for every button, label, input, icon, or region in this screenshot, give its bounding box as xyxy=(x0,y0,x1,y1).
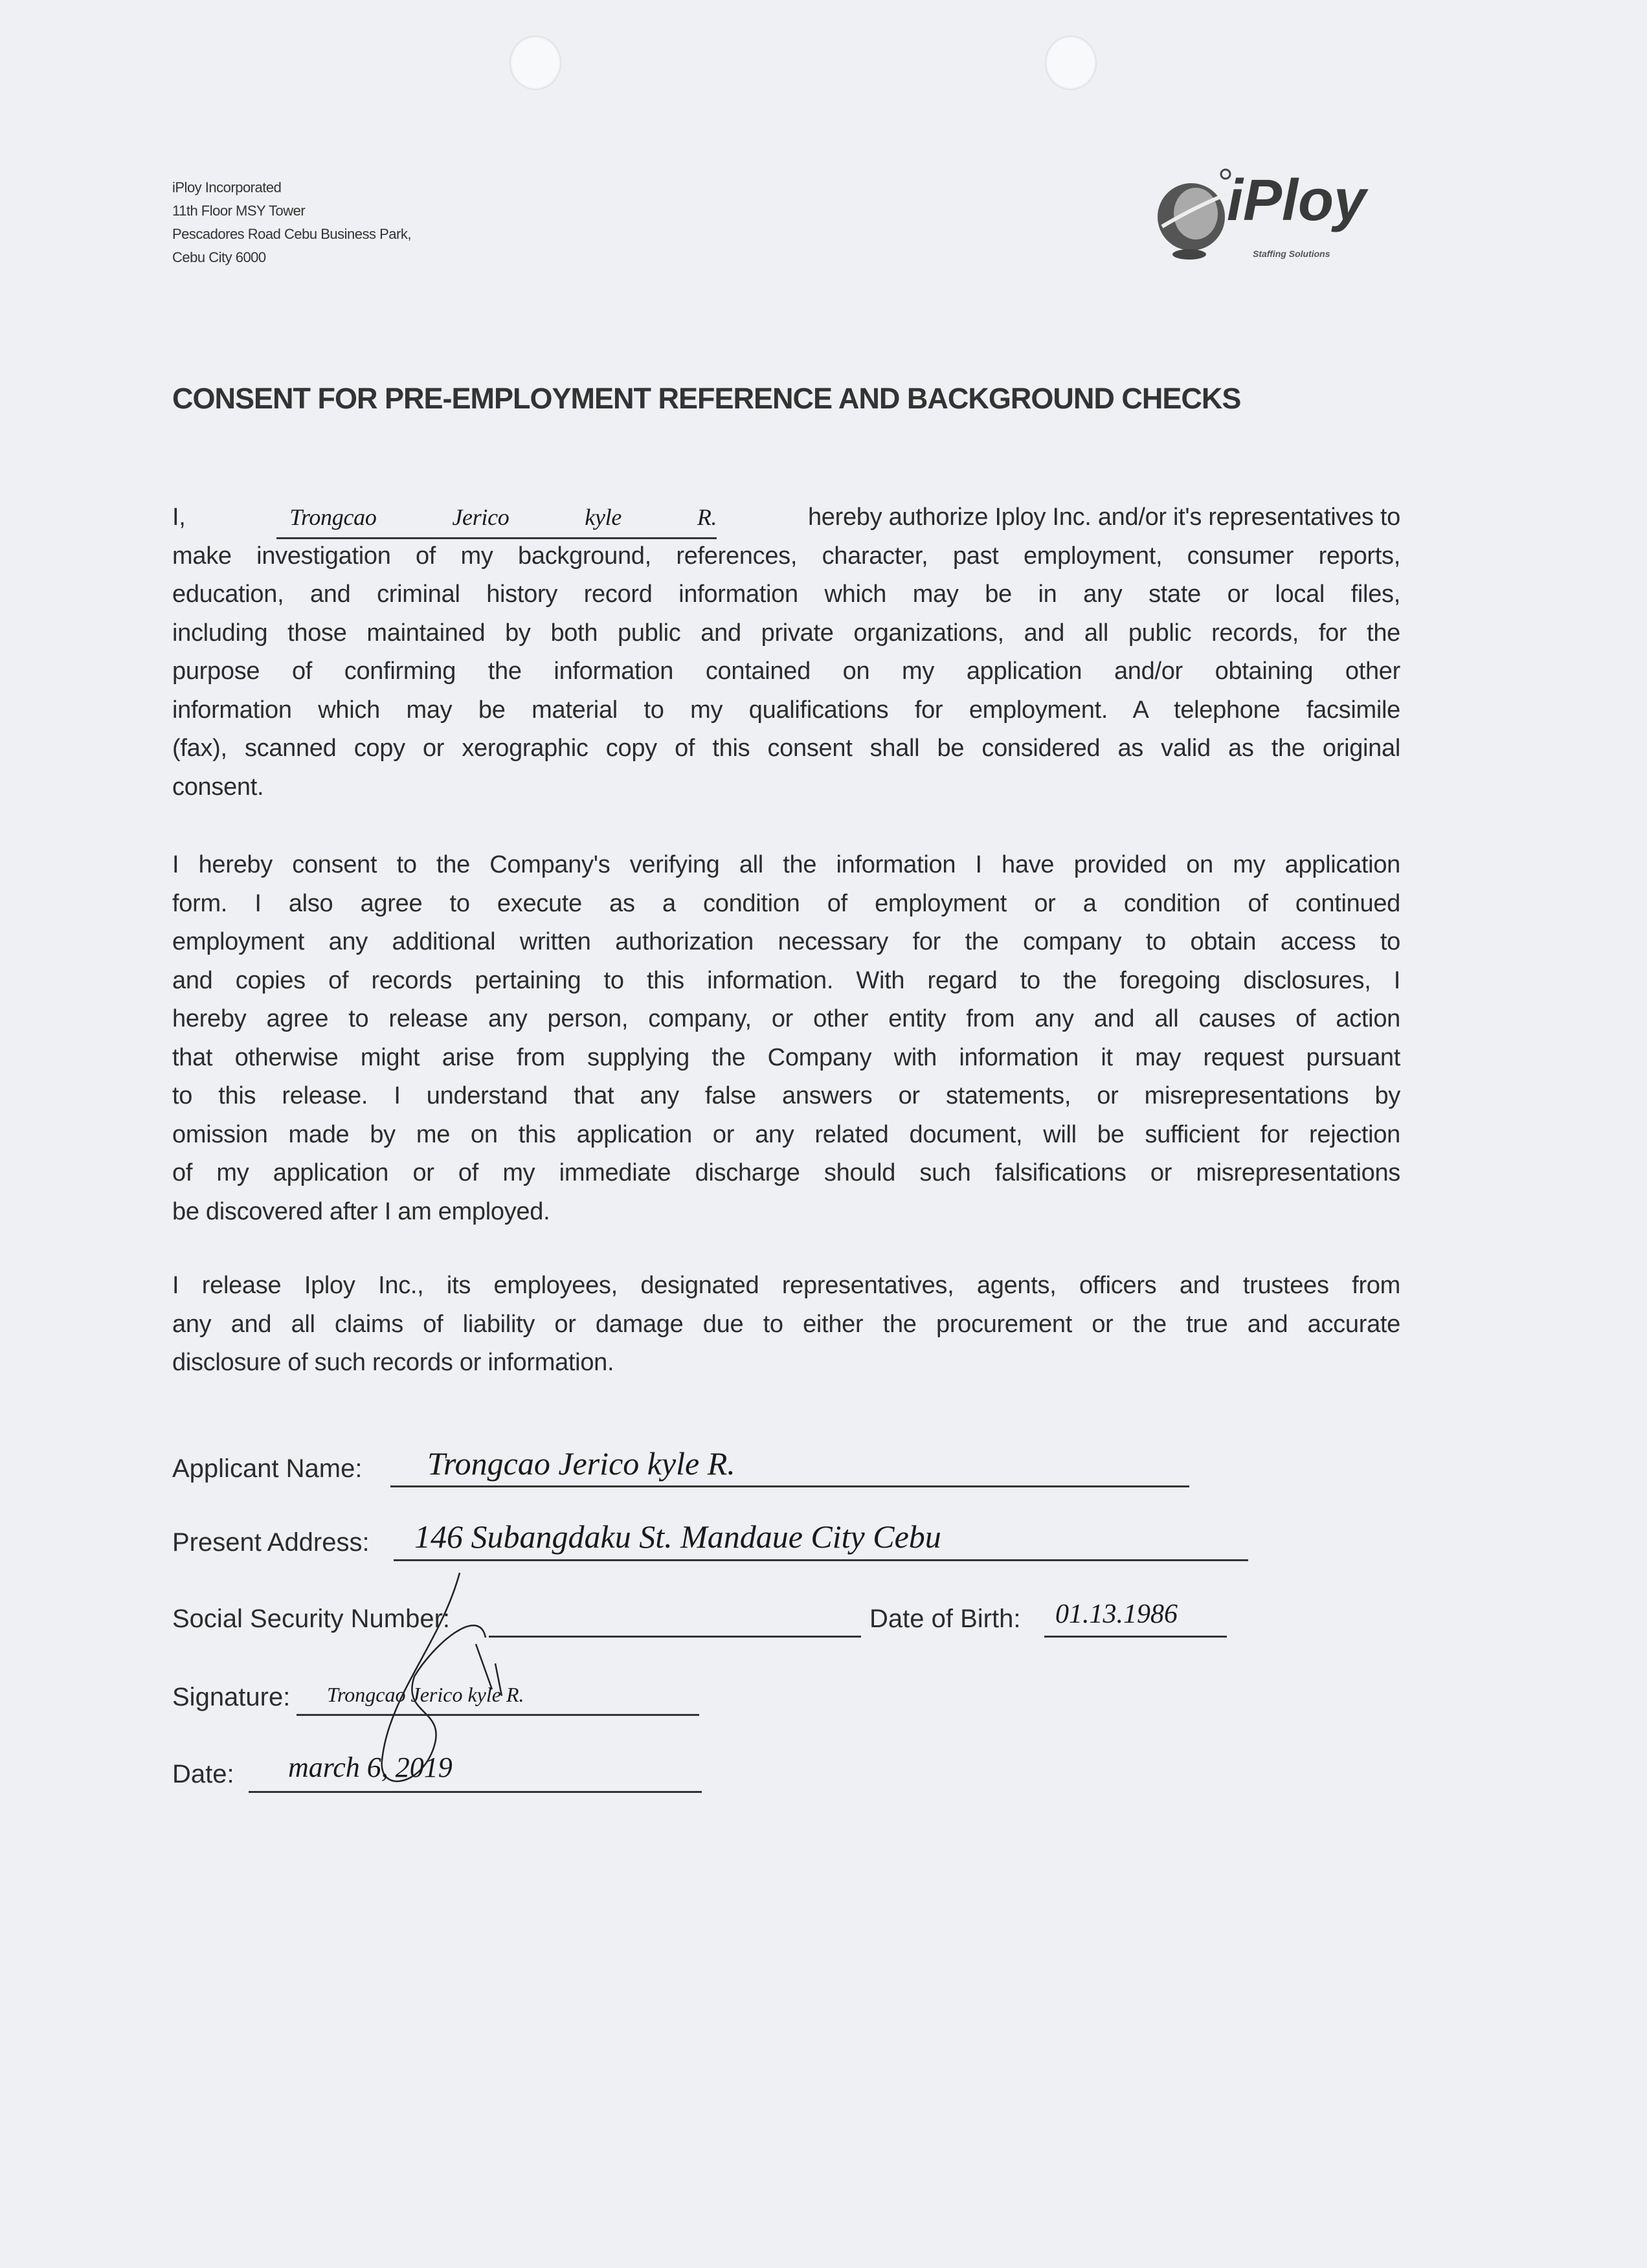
paragraph-line: purpose of confirming the information contained on my application and/or obtaining other xyxy=(172,658,1400,685)
paragraph-line: make investigation of my background, references, character, past employment, consumer reports, xyxy=(172,542,1400,570)
signature-value: Trongcao Jerico kyle R. xyxy=(327,1683,524,1706)
date-label: Date: xyxy=(172,1760,234,1788)
paragraph-line: be discovered after I am employed. xyxy=(172,1197,550,1225)
paragraph-release xyxy=(172,1267,1400,1383)
address-line: 11th Floor MSY Tower xyxy=(172,203,306,219)
address-line: Cebu City 6000 xyxy=(172,249,266,265)
paragraph-line: information which may be material to my qualifications for employment. A telephone facsimile xyxy=(172,696,1400,724)
logo-tagline: Staffing Solutions xyxy=(1253,249,1330,259)
punch-hole xyxy=(1045,36,1097,90)
paragraph-line: to this release. I understand that any false answers or statements, or misrepresentations by xyxy=(172,1082,1400,1109)
globe-icon xyxy=(1149,165,1233,269)
paragraph-line: disclosure of such records or information. xyxy=(172,1349,614,1376)
text: hereby authorize Iploy Inc. and/or it's representatives to xyxy=(807,504,1400,531)
date-value: march 6, 2019 xyxy=(288,1751,453,1783)
handwritten-name-field[interactable]: Trongcao Jerico kyle R. xyxy=(276,498,717,539)
address-line: iPloy Incorporated xyxy=(172,179,282,195)
paragraph-line: including those maintained by both public and private organizations, and all public records, for the xyxy=(172,619,1400,647)
paragraph-line: hereby agree to release any person, company, or other entity from any and all causes of action xyxy=(172,1005,1400,1032)
dob-label: Date of Birth: xyxy=(869,1605,1021,1633)
prefix: I, xyxy=(172,504,186,531)
ssn-field[interactable] xyxy=(489,1603,861,1638)
paragraph-line: form. I also agree to execute as a condition of employment or a condition of continued xyxy=(172,889,1400,917)
paragraph-line xyxy=(172,498,1400,537)
paragraph-line: and copies of records pertaining to this information. With regard to the foregoing disclosures, I xyxy=(172,966,1400,994)
applicant-name-value: Trongcao Jerico kyle R. xyxy=(427,1445,735,1482)
paragraph-authorization xyxy=(172,498,1400,806)
iploy-logo xyxy=(1149,165,1402,269)
paragraph-line: employment any additional written authorization necessary for the company to obtain access to xyxy=(172,928,1400,955)
paragraph-line: omission made by me on this application or any related document, will be sufficient for rejection xyxy=(172,1120,1400,1148)
present-address-value: 146 Subangdaku St. Mandaue City Cebu xyxy=(414,1518,941,1555)
paragraph-line: that otherwise might arise from supplying the Company with information it may request pursuant xyxy=(172,1043,1400,1071)
punch-hole xyxy=(510,36,561,90)
paragraph-line: any and all claims of liability or damage due to either the procurement or the true and accurate xyxy=(172,1310,1400,1338)
logo-name: iPloy xyxy=(1227,168,1367,233)
company-address xyxy=(172,176,411,269)
address-line: Pescadores Road Cebu Business Park, xyxy=(172,226,411,242)
paragraph-line: (fax), scanned copy or xerographic copy of this consent shall be considered as valid as the original xyxy=(172,735,1400,762)
paragraph-line: I release Iploy Inc., its employees, designated representatives, agents, officers and trustees from xyxy=(172,1272,1400,1299)
paragraph-line: education, and criminal history record information which may be in any state or local files, xyxy=(172,581,1400,608)
ssn-label: Social Security Number: xyxy=(172,1605,451,1633)
dob-value: 01.13.1986 xyxy=(1055,1599,1178,1629)
paragraph-line: I hereby consent to the Company's verifying all the information I have provided on my application xyxy=(172,851,1400,878)
applicant-name-label: Applicant Name: xyxy=(172,1454,363,1483)
paragraph-line: of my application or of my immediate discharge should such falsifications or misrepresentations xyxy=(172,1159,1400,1186)
paragraph-consent xyxy=(172,846,1400,1231)
signature-label: Signature: xyxy=(172,1683,291,1711)
document-title: CONSENT FOR PRE-EMPLOYMENT REFERENCE AND BACKGROUND CHECKS xyxy=(172,382,1241,415)
present-address-label: Present Address: xyxy=(172,1528,370,1557)
paragraph-line: consent. xyxy=(172,773,264,801)
